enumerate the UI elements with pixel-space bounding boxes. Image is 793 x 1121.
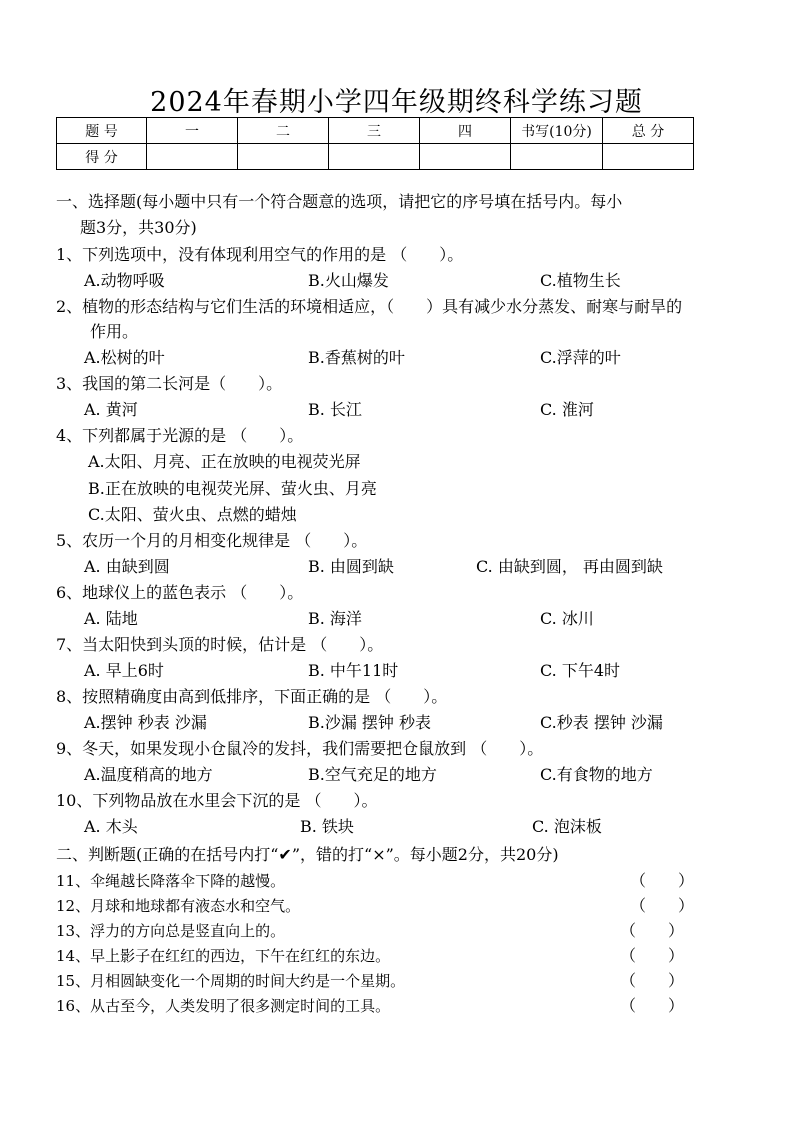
answer-blank[interactable]: （ ）	[630, 896, 695, 915]
question-6: 6、地球仪上的蓝色表示 （ ）。	[56, 583, 304, 602]
question-3: 3、我国的第二长河是（ ）。	[56, 374, 283, 393]
q5-option-b[interactable]: B. 由圆到缺	[308, 557, 394, 576]
question-2-cont: 作用。	[90, 322, 139, 341]
score-cell[interactable]	[420, 144, 511, 170]
question-5: 5、农历一个月的月相变化规律是 （ ）。	[56, 531, 368, 550]
q10-option-b[interactable]: B. 铁块	[300, 817, 354, 836]
q9-option-b[interactable]: B.空气充足的地方	[308, 765, 437, 784]
q7-option-c[interactable]: C. 下午4时	[540, 661, 621, 680]
q7-option-b[interactable]: B. 中午11时	[308, 661, 399, 680]
q2-option-b[interactable]: B.香蕉树的叶	[308, 348, 405, 367]
q1-option-b[interactable]: B.火山爆发	[308, 271, 389, 290]
q3-option-c[interactable]: C. 淮河	[540, 400, 594, 419]
q1-option-c[interactable]: C.植物生长	[540, 271, 621, 290]
judge-item-11: 11、伞绳越长降落伞下降的越慢。	[56, 872, 286, 890]
q10-option-a[interactable]: A. 木头	[84, 817, 138, 836]
answer-blank[interactable]: （ ）	[620, 946, 685, 965]
judge-item-16: 16、从古至今，人类发明了很多测定时间的工具。	[56, 997, 391, 1015]
question-4: 4、下列都属于光源的是 （ ）。	[56, 426, 304, 445]
score-header-cell: 二	[238, 118, 329, 144]
q6-option-c[interactable]: C. 冰川	[540, 609, 594, 628]
q1-option-a[interactable]: A.动物呼吸	[84, 271, 165, 290]
q8-option-c[interactable]: C.秒表 摆钟 沙漏	[540, 713, 663, 732]
score-header-cell: 总 分	[603, 118, 694, 144]
question-7: 7、当太阳快到头顶的时候，估计是 （ ）。	[56, 635, 384, 654]
score-cell[interactable]	[329, 144, 420, 170]
q6-option-b[interactable]: B. 海洋	[308, 609, 362, 628]
section2-heading: 二、判断题(正确的在括号内打“✔”，错的打“×”。每小题2分，共20分)	[56, 845, 559, 864]
score-table-score-row	[57, 144, 694, 170]
question-1: 1、下列选项中，没有体现利用空气的作用的是 （ ）。	[56, 245, 464, 264]
page-title: 2024年春期小学四年级期终科学练习题	[150, 87, 643, 118]
q7-option-a[interactable]: A. 早上6时	[84, 661, 164, 680]
score-cell[interactable]	[147, 144, 238, 170]
q3-option-b[interactable]: B. 长江	[308, 400, 362, 419]
score-cell[interactable]	[238, 144, 329, 170]
answer-blank[interactable]: （ ）	[620, 921, 685, 940]
score-cell[interactable]	[603, 144, 694, 170]
q4-option-b[interactable]: B.正在放映的电视荧光屏、萤火虫、月亮	[88, 479, 377, 498]
q2-option-a[interactable]: A.松树的叶	[84, 348, 165, 367]
score-header-cell: 书写(10分)	[511, 118, 603, 144]
score-header-cell: 题 号	[57, 118, 147, 144]
judge-item-13: 13、浮力的方向总是竖直向上的。	[56, 922, 286, 940]
q8-option-b[interactable]: B.沙漏 摆钟 秒表	[308, 713, 432, 732]
question-2: 2、植物的形态结构与它们生活的环境相适应，（ ）具有减少水分蒸发、耐寒与耐旱的	[56, 297, 683, 316]
q5-option-c[interactable]: C. 由缺到圆， 再由圆到缺	[476, 557, 663, 576]
q9-option-a[interactable]: A.温度稍高的地方	[84, 765, 213, 784]
judge-item-14: 14、早上影子在红红的西边，下午在红红的东边。	[56, 947, 391, 965]
score-table	[56, 117, 694, 170]
section1-heading: 一、选择题(每小题中只有一个符合题意的选项，请把它的序号填在括号内。每小	[56, 192, 623, 211]
score-header-cell: 三	[329, 118, 420, 144]
judge-item-15: 15、月相圆缺变化一个周期的时间大约是一个星期。	[56, 972, 406, 990]
answer-blank[interactable]: （ ）	[620, 996, 685, 1015]
q4-option-c[interactable]: C.太阳、萤火虫、点燃的蜡烛	[88, 505, 297, 524]
answer-blank[interactable]: （ ）	[630, 871, 695, 890]
question-9: 9、冬天，如果发现小仓鼠冷的发抖，我们需要把仓鼠放到 （ ）。	[56, 739, 544, 758]
q8-option-a[interactable]: A.摆钟 秒表 沙漏	[84, 713, 207, 732]
score-header-cell: 四	[420, 118, 511, 144]
q3-option-a[interactable]: A. 黄河	[84, 400, 138, 419]
q4-option-a[interactable]: A.太阳、月亮、正在放映的电视荧光屏	[88, 452, 361, 471]
score-row-label: 得 分	[57, 144, 147, 170]
section1-heading-cont: 题3分，共30分)	[80, 218, 197, 237]
score-table-header-row	[57, 118, 694, 144]
question-8: 8、按照精确度由高到低排序，下面正确的是 （ ）。	[56, 687, 448, 706]
question-10: 10、下列物品放在水里会下沉的是 （ ）。	[56, 791, 378, 810]
q5-option-a[interactable]: A. 由缺到圆	[84, 557, 170, 576]
q2-option-c[interactable]: C.浮萍的叶	[540, 348, 621, 367]
q9-option-c[interactable]: C.有食物的地方	[540, 765, 653, 784]
score-header-cell: 一	[147, 118, 238, 144]
q6-option-a[interactable]: A. 陆地	[84, 609, 138, 628]
q10-option-c[interactable]: C. 泡沫板	[532, 817, 602, 836]
judge-item-12: 12、月球和地球都有液态水和空气。	[56, 897, 301, 915]
answer-blank[interactable]: （ ）	[620, 971, 685, 990]
score-cell[interactable]	[511, 144, 603, 170]
